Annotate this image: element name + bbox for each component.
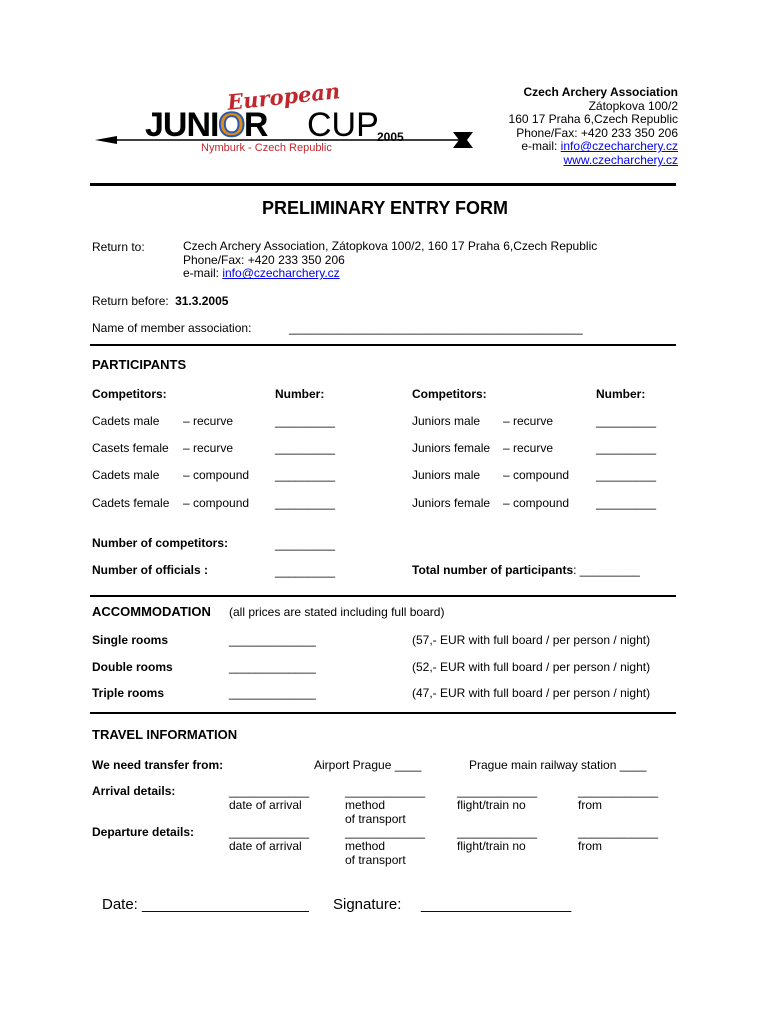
participant-number-field[interactable]: _________ bbox=[275, 496, 336, 510]
departure-from-field[interactable]: ____________ bbox=[578, 825, 659, 839]
room-price: (52,- EUR with full board / per person / night) bbox=[412, 660, 651, 674]
participant-bow: – compound bbox=[183, 496, 250, 510]
return-to-address bbox=[183, 240, 597, 281]
logo-year: 2005 bbox=[377, 130, 404, 144]
participant-number-field[interactable]: _________ bbox=[275, 441, 336, 455]
departure-method-field[interactable]: ____________ bbox=[345, 825, 426, 839]
participants-heading: PARTICIPANTS bbox=[92, 357, 187, 372]
participant-category: Cadets male bbox=[92, 414, 160, 428]
participant-bow: – recurve bbox=[503, 441, 554, 455]
arrival-method-caption bbox=[345, 798, 406, 826]
room-type: Triple rooms bbox=[92, 686, 165, 700]
org-name: Czech Archery Association bbox=[523, 85, 678, 99]
org-phone: Phone/Fax: +420 233 350 206 bbox=[516, 125, 678, 140]
num-competitors-label: Number of competitors: bbox=[92, 536, 229, 550]
participant-number-field[interactable]: _________ bbox=[275, 468, 336, 482]
return-to-email-link[interactable]: info@czecharchery.cz bbox=[222, 266, 340, 281]
travel-heading: TRAVEL INFORMATION bbox=[92, 727, 238, 742]
return-before bbox=[92, 294, 228, 308]
participant-number-field[interactable]: _________ bbox=[275, 414, 336, 428]
participant-category: Juniors male bbox=[412, 414, 481, 428]
org-email-line bbox=[509, 140, 678, 154]
arrival-flight-caption: flight/train no bbox=[457, 798, 526, 812]
return-to-email-line bbox=[183, 267, 597, 281]
return-before-label: Return before: bbox=[92, 294, 169, 308]
arrival-from-caption: from bbox=[578, 798, 602, 812]
departure-date-field[interactable]: ____________ bbox=[229, 825, 310, 839]
transfer-airport-field[interactable]: Airport Prague ____ bbox=[314, 758, 422, 772]
arrival-flight-field[interactable]: ____________ bbox=[457, 784, 538, 798]
org-block bbox=[509, 86, 678, 168]
signature-label: Signature: bbox=[333, 896, 402, 913]
logo-european: European bbox=[226, 78, 342, 115]
org-web-link[interactable]: www.czecharchery.cz bbox=[563, 152, 678, 167]
logo-junior-text bbox=[145, 106, 267, 145]
arrival-method-field[interactable]: ____________ bbox=[345, 784, 426, 798]
return-to-email-label: e-mail: bbox=[183, 266, 223, 281]
departure-method-caption-1: method bbox=[345, 839, 386, 853]
logo-cup: CUP bbox=[307, 106, 379, 144]
participant-category: Juniors female bbox=[412, 441, 491, 455]
participant-bow: – compound bbox=[503, 496, 570, 510]
participant-number-field[interactable]: _________ bbox=[596, 496, 657, 510]
org-street: Zátopkova 100/2 bbox=[588, 98, 678, 113]
transfer-railway-field[interactable]: Prague main railway station ____ bbox=[469, 758, 647, 772]
participant-bow: – recurve bbox=[183, 441, 234, 455]
departure-from-caption: from bbox=[578, 839, 602, 853]
participant-number-field[interactable]: _________ bbox=[596, 468, 657, 482]
room-price: (57,- EUR with full board / per person / night) bbox=[412, 633, 651, 647]
participant-bow: – compound bbox=[183, 468, 250, 482]
departure-label: Departure details: bbox=[92, 825, 195, 839]
participant-bow: – recurve bbox=[503, 414, 554, 428]
member-association-field[interactable]: ____________________________________________ bbox=[289, 321, 583, 335]
accommodation-note: (all prices are stated including full board) bbox=[229, 605, 445, 619]
total-participants bbox=[412, 563, 640, 577]
room-count-field[interactable]: _____________ bbox=[229, 660, 316, 674]
return-to-phone: Phone/Fax: +420 233 350 206 bbox=[183, 252, 345, 267]
event-logo bbox=[95, 80, 480, 160]
participant-category: Cadets male bbox=[92, 468, 160, 482]
participant-number-field[interactable]: _________ bbox=[596, 441, 657, 455]
header-divider bbox=[90, 183, 676, 186]
date-field[interactable]: Date: ____________________ bbox=[102, 896, 309, 913]
participants-col-competitors-left: Competitors: bbox=[92, 387, 167, 401]
participants-col-number-left: Number: bbox=[275, 387, 325, 401]
departure-flight-caption: flight/train no bbox=[457, 839, 526, 853]
logo-target-o: O bbox=[218, 106, 244, 144]
participant-bow: – recurve bbox=[183, 414, 234, 428]
participant-category: Juniors female bbox=[412, 496, 491, 510]
accommodation-heading: ACCOMMODATION bbox=[92, 604, 211, 619]
transfer-label: We need transfer from: bbox=[92, 758, 224, 772]
participant-bow: – compound bbox=[503, 468, 570, 482]
total-participants-label: Total number of participants bbox=[412, 563, 574, 577]
participant-category: Casets female bbox=[92, 441, 169, 455]
room-count-field[interactable]: _____________ bbox=[229, 686, 316, 700]
departure-method-caption-2: of transport bbox=[345, 853, 406, 867]
participants-col-number-right: Number: bbox=[596, 387, 646, 401]
total-participants-field[interactable]: : _________ bbox=[573, 563, 640, 577]
departure-method-caption bbox=[345, 839, 406, 867]
return-to-line1: Czech Archery Association, Zátopkova 100/2, 160 17 Praha 6,Czech Republic bbox=[183, 239, 598, 253]
room-type: Double rooms bbox=[92, 660, 173, 674]
arrival-from-field[interactable]: ____________ bbox=[578, 784, 659, 798]
participants-divider bbox=[90, 344, 676, 346]
org-email-label: e-mail: bbox=[521, 139, 561, 154]
signature-field[interactable]: __________________ bbox=[421, 896, 572, 913]
logo-junior-r: R bbox=[243, 106, 268, 144]
participant-category: Juniors male bbox=[412, 468, 481, 482]
org-web-line bbox=[509, 154, 678, 168]
arrival-label: Arrival details: bbox=[92, 784, 176, 798]
participants-col-competitors-right: Competitors: bbox=[412, 387, 487, 401]
member-association-label: Name of member association: bbox=[92, 321, 252, 335]
arrival-date-caption: date of arrival bbox=[229, 798, 302, 812]
org-email-link[interactable]: info@czecharchery.cz bbox=[560, 139, 678, 154]
return-to-label: Return to: bbox=[92, 240, 145, 254]
return-before-date: 31.3.2005 bbox=[175, 294, 229, 308]
room-type: Single rooms bbox=[92, 633, 169, 647]
num-officials-label: Number of officials : bbox=[92, 563, 209, 577]
arrival-method-caption-1: method bbox=[345, 798, 386, 812]
num-competitors-field[interactable]: _________ bbox=[275, 537, 336, 551]
accommodation-divider bbox=[90, 595, 676, 597]
room-count-field[interactable]: _____________ bbox=[229, 633, 316, 647]
form-title: PRELIMINARY ENTRY FORM bbox=[261, 198, 508, 218]
departure-flight-field[interactable]: ____________ bbox=[457, 825, 538, 839]
arrival-date-field[interactable]: ____________ bbox=[229, 784, 310, 798]
num-officials-field[interactable]: _________ bbox=[275, 564, 336, 578]
participant-category: Cadets female bbox=[92, 496, 170, 510]
logo-junior: JUNI bbox=[145, 106, 219, 144]
participant-number-field[interactable]: _________ bbox=[596, 414, 657, 428]
logo-subtitle: Nymburk - Czech Republic bbox=[201, 142, 332, 154]
travel-divider bbox=[90, 712, 676, 714]
org-city: 160 17 Praha 6,Czech Republic bbox=[508, 112, 678, 127]
room-price: (47,- EUR with full board / per person / night) bbox=[412, 686, 651, 700]
departure-date-caption: date of arrival bbox=[229, 839, 302, 853]
arrival-method-caption-2: of transport bbox=[345, 812, 406, 826]
